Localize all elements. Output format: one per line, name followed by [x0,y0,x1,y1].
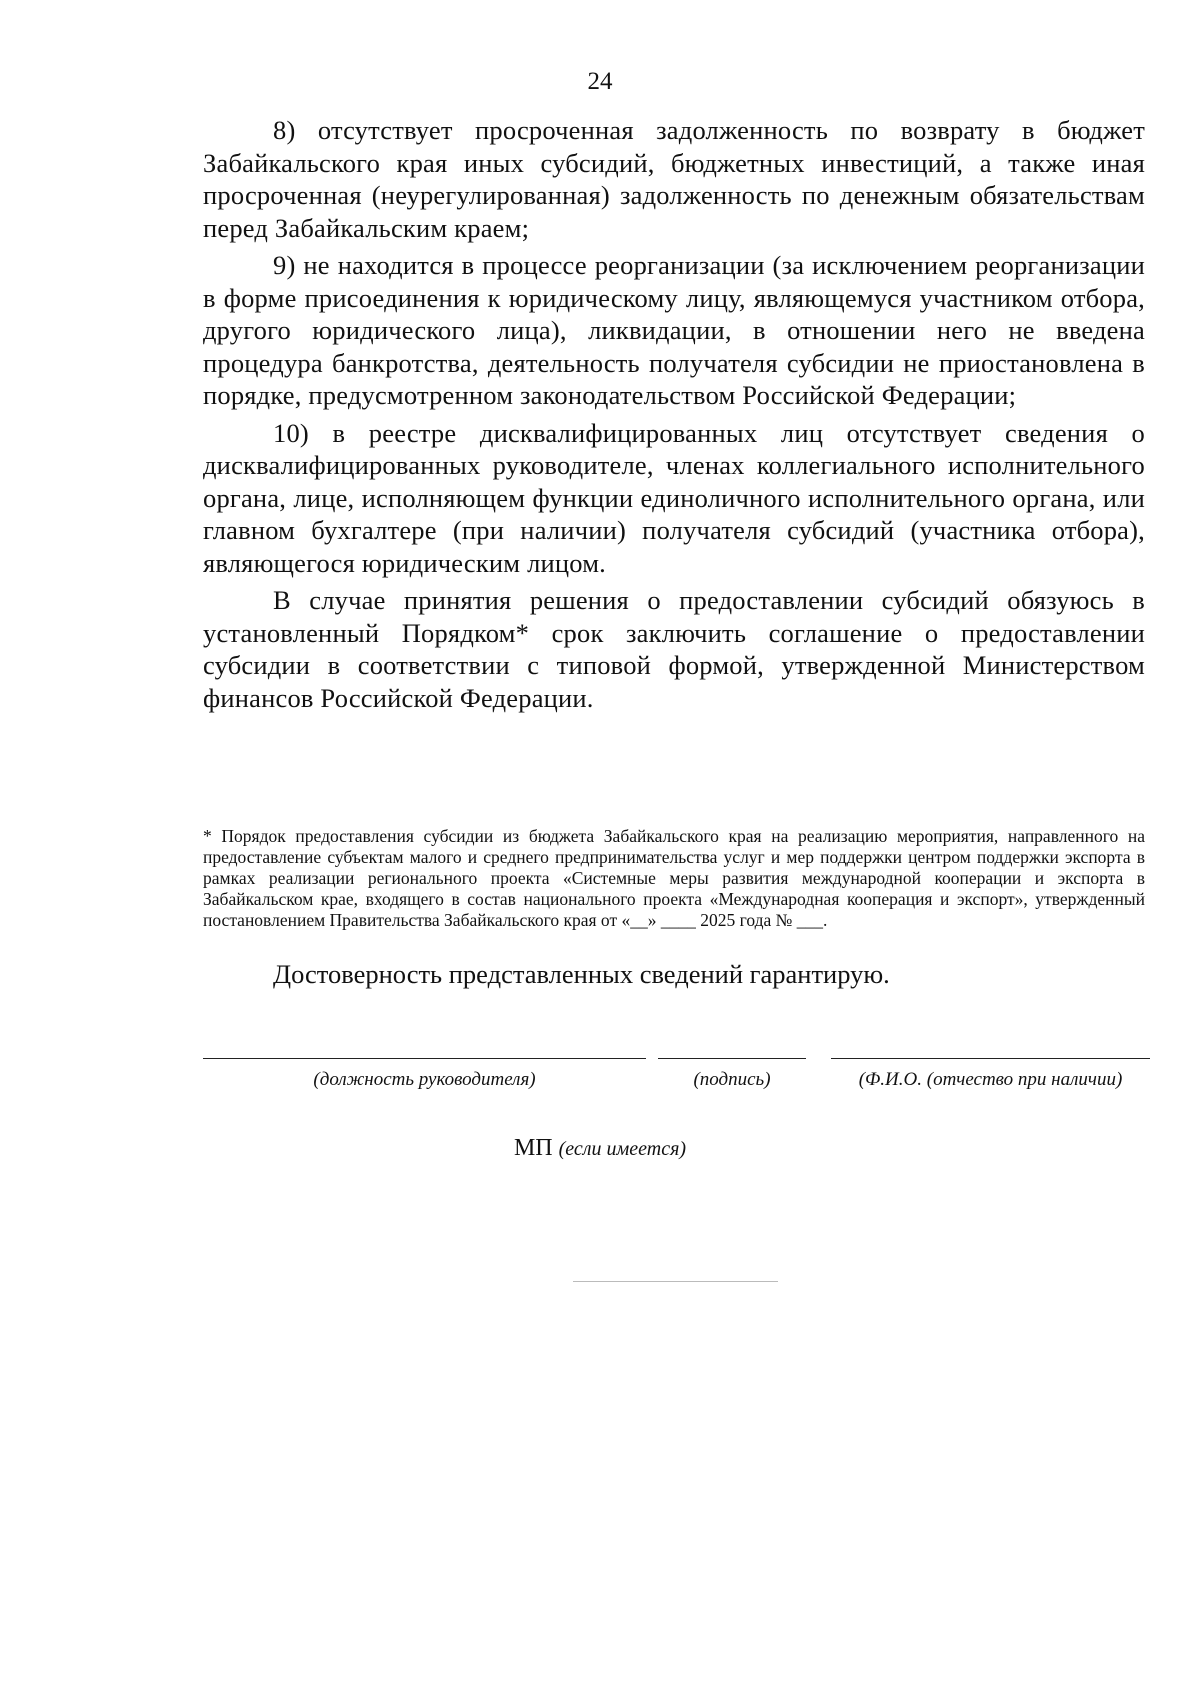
guarantee-statement: Достоверность представленных сведений гарантирую. [273,959,890,989]
paragraph-item-9: 9) не находится в процессе реорганизации (за исключением реорганизации в форме присоединения к юридическому лицу, являющемуся участником отбора, другого юридического лица), ликвидации, в отношении него не введена процедура банкротства, деятельность получателя субсидии не приостановлена в порядке, предусмотренном законодательством Российской Федерации; [203,250,1145,410]
end-divider [573,1281,778,1282]
signature-caption: (подпись) [693,1069,771,1090]
signature-line [658,1058,806,1059]
stamp-note: (если имеется) [558,1138,687,1160]
main-text [203,114,1145,719]
paragraph-item-10: 10) в реестре дисквалифицированных лиц отсутствует сведения о дисквалифицированных руководителе, членах коллегиального исполнительного органа, лице, исполняющем функции единоличного исполнительного органа, или главном бухгалтере (при наличии) получателя субсидий (участника отбора), являющегося юридическим лицом. [203,417,1145,578]
paragraph-item-8: 8) отсутствует просроченная задолженность по возврату в бюджет Забайкальского края иных субсидий, бюджетных инвестиций, а также иная просроченная (неурегулированная) задолженность по денежным обязательствам перед Забайкальским краем; [203,115,1145,243]
name-signature-line [831,1058,1150,1059]
position-caption: (должность руководителя) [313,1069,536,1090]
stamp-place [0,1133,1200,1164]
position-signature-line [203,1058,646,1059]
page-number: 24 [587,68,613,95]
footnote: * Порядок предоставления субсидии из бюджета Забайкальского края на реализацию мероприятия, направленного на предоставление субъектам малого и среднего предпринимательства услуг и мер поддержки центром поддержки экспорта в рамках реализации регионального проекта «Системные меры развития международной кооперации и экспорта в Забайкальском крае, входящего в состав национального проекта «Международная кооперация и экспорт», утвержденный постановлением Правительства Забайкальского края от «__» ____ 2025 года № ___. [203,826,1145,930]
paragraph-obligation: В случае принятия решения о предоставлении субсидий обязуюсь в установленный Порядком* срок заключить соглашение о предоставлении субсидии в соответствии с типовой формой, утвержденной Министерством финансов Российской Федерации. [203,585,1145,713]
stamp-label: МП [513,1135,553,1161]
name-caption: (Ф.И.О. (отчество при наличии) [858,1069,1123,1090]
